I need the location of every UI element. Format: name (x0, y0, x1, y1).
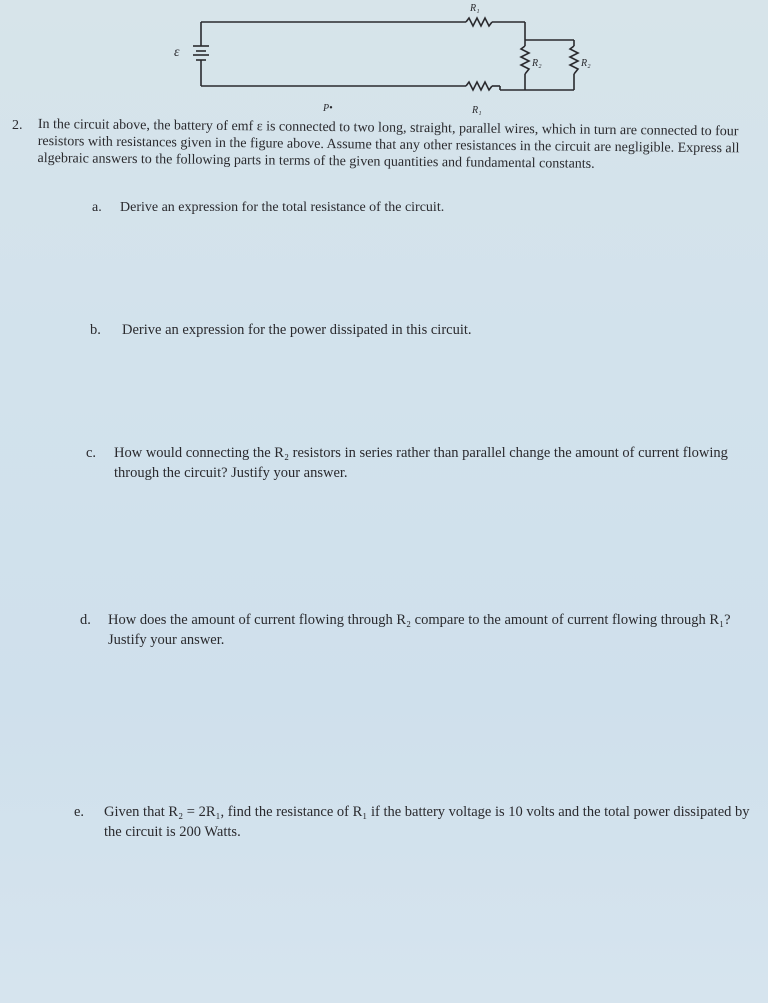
battery-symbol (193, 46, 209, 60)
question-number: 2. (12, 118, 23, 133)
part-label: b. (90, 322, 101, 338)
resistor-r2-second (570, 46, 578, 74)
top-resistor-label: R₁ (470, 3, 480, 14)
bottom-resistor-label: R₁ (472, 105, 482, 116)
part-label: e. (74, 804, 85, 820)
part-text: How would connecting the R₂ resistors in series rather than parallel change the amount of current flowing through the circuit? Justify your answer. (114, 445, 728, 481)
resistor-bottom-r1 (466, 82, 492, 90)
part-label: a. (92, 200, 102, 215)
part-text: Given that R₂ = 2R₁, find the resistance of R₁ if the battery voltage is 10 volts and the total power dissipated by the circuit is 200 Watts. (104, 804, 750, 840)
part-text: How does the amount of current flowing through R₂ compare to the amount of current flowing through R₁? Justify your answer. (108, 612, 731, 648)
part-text: Derive an expression for the total resistance of the circuit. (120, 200, 445, 215)
parallel-resistor-label-1: R₂ (532, 58, 542, 69)
parallel-resistor-label-2: R₂ (581, 58, 591, 69)
emf-label: ε (174, 45, 180, 60)
point-p-label: P• (323, 103, 333, 114)
question-intro: In the circuit above, the battery of emf ε is connected to two long, straight, parallel wires, which in turn are connected to four resistors with resistances given in the figure above. Assume that any other resistances in the circuit are negligible. Express all algebraic answers to the following parts in terms of the given quantities and fundamental constants. (37, 116, 740, 172)
circuit-diagram (160, 0, 620, 120)
resistor-r2-first (521, 46, 529, 74)
part-label: c. (86, 445, 97, 461)
part-text: Derive an expression for the power dissipated in this circuit. (122, 322, 472, 338)
part-label: d. (80, 612, 91, 628)
resistor-top-r1 (466, 18, 492, 26)
